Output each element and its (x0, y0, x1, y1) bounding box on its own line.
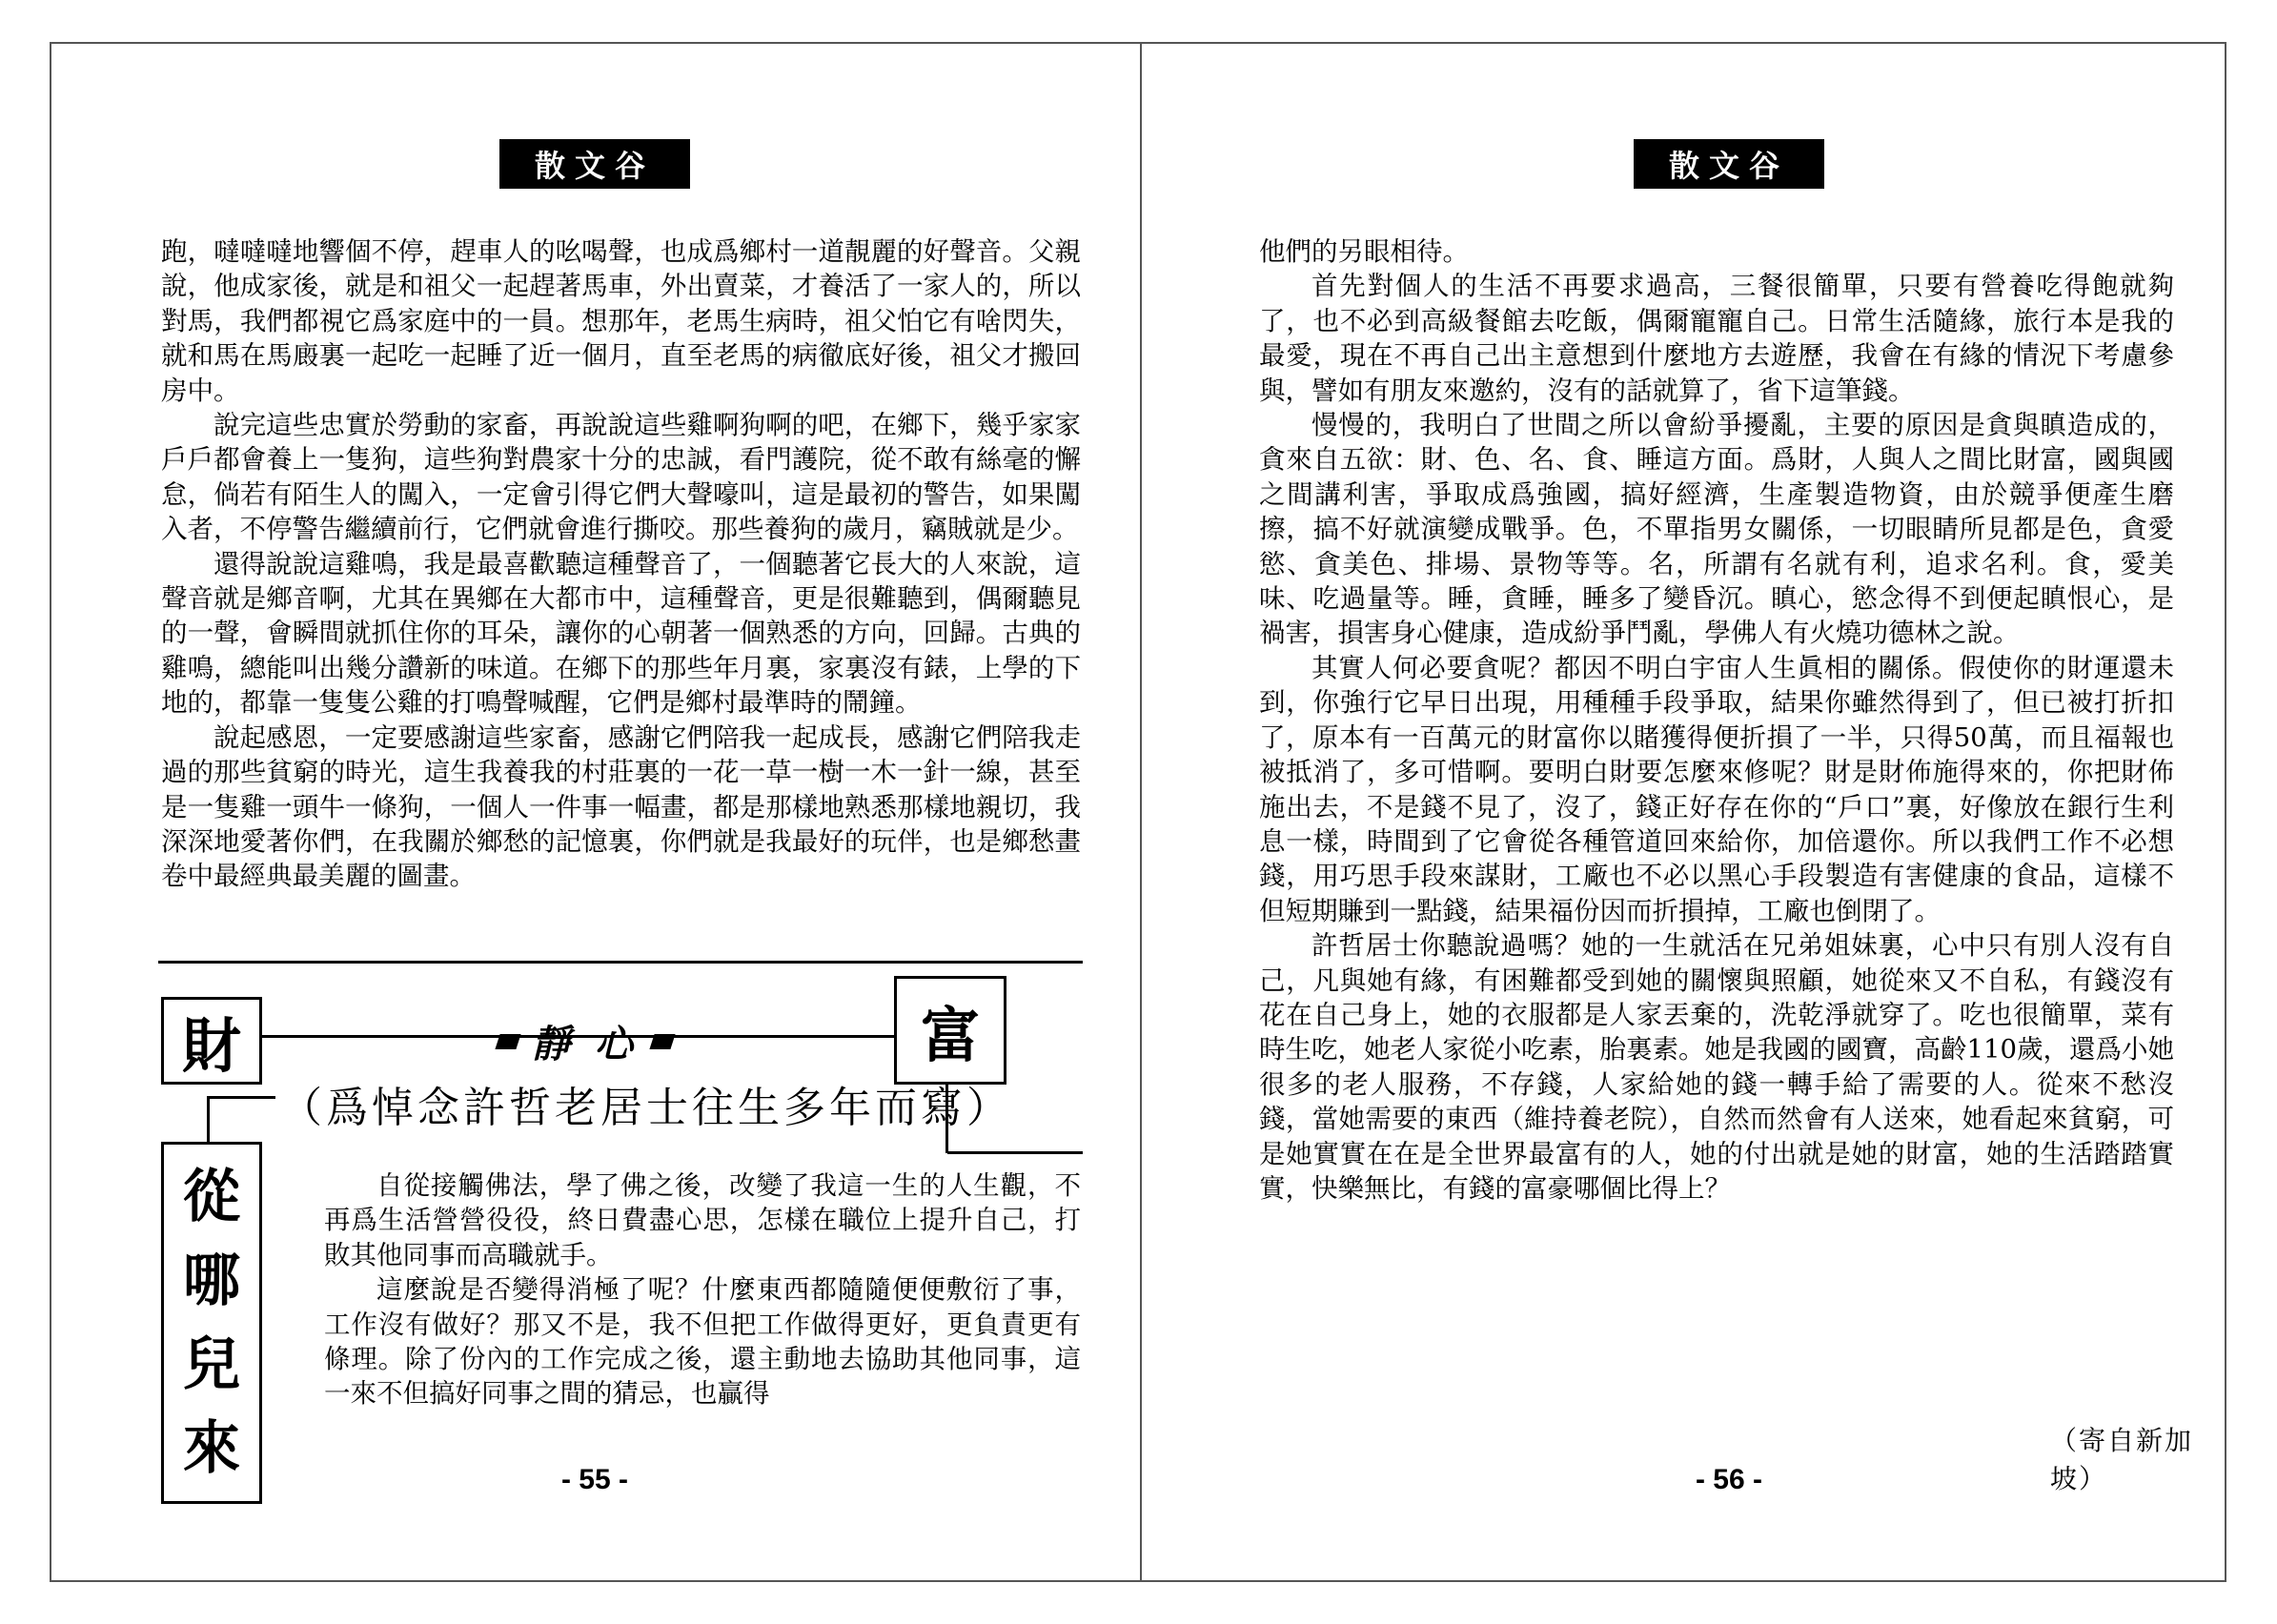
page-number: - 56 - (1695, 1464, 1763, 1495)
title-badge-cai: 財 (161, 997, 262, 1085)
article-body (324, 1168, 1081, 1411)
right-page (1140, 44, 2228, 1580)
title-badge-vertical (161, 1142, 262, 1504)
vertical-title-char: 從 (183, 1164, 240, 1230)
article-continuation (1259, 234, 2174, 1206)
paragraph: 說完這些忠實於勞動的家畜，再說說這些雞啊狗啊的吧，在鄉下，幾乎家家戶戶都會養上一隻狗，這些狗對農家十分的忠誠，看門護院，從不敢有絲毫的懈怠，倘若有陌生人的闖入，一定會引得它們大聲嚎叫，這是最初的警告，如果闖入者，不停警告繼續前行，它們就會進行撕咬。那些養狗的歲月，竊賊就是少。 (161, 410, 1081, 545)
paragraph: 還得說說這雞鳴，我是最喜歡聽這種聲音了，一個聽著它長大的人來說，這聲音就是鄉音啊，尤其在異鄉在大都市中，這種聲音，更是很難聽到，偶爾聽見的一聲，會瞬間就抓住你的耳朵，讓你的心朝著一個熟悉的方向，回歸。古典的雞鳴，總能叫出幾分讚新的味道。在鄉下的那些年月裏，家裏沒有錶，上學的下地的，都靠一隻隻公雞的打鳴聲喊醒，它們是鄉村最準時的鬧鐘。 (161, 548, 1081, 719)
section-header: 散文谷 (1634, 139, 1824, 189)
article-subtitle: （爲悼念許哲老居士往生多年而寫） (280, 1084, 1012, 1132)
paragraph: 首先對個人的生活不再要求過高，三餐很簡單，只要有營養吃得飽就夠了，也不必到高級餐館去吃飯，偶爾寵寵自己。日常生活隨緣，旅行本是我的最愛，現在不再自己出主意想到什麼地方去遊歷，我會在有緣的情況下考慮參與，譬如有朋友來邀約，沒有的話就算了，省下這筆錢。 (1259, 271, 2174, 406)
paragraph: 其實人何必要貪呢？都因不明白宇宙人生眞相的關係。假使你的財運還未到，你強行它早日出現，用種種手段爭取，結果你雖然得到了，但已被打折扣了，原本有一百萬元的財富你以賭獲得便折損了一半，只得50萬，而且福報也被抵消了，多可惜啊。要明白財要怎麼來修呢？財是財佈施得來的，你把財佈施出去，不是錢不見了，沒了，錢正好存在你的“戶口”裏，好像放在銀行生利息一樣，時間到了它會從各種管道回來給你，加倍還你。所以我們工作不必想錢，用巧思手段來謀財，工廠也不必以黑心手段製造有害健康的食品，這樣不但短期賺到一點錢，結果福份因而折損掉，工廠也倒閉了。 (1259, 652, 2174, 926)
vertical-title-char: 兒 (183, 1331, 240, 1398)
frame-line-left-h (207, 1096, 275, 1099)
left-page (51, 44, 1140, 1580)
article-title (498, 1014, 673, 1068)
book-spread (50, 42, 2226, 1582)
article-title-text: 靜 心 (532, 1022, 639, 1066)
paragraph: 這麼說是否變得消極了呢？什麼東西都隨隨便便敷衍了事，工作沒有做好？那又不是，我不但把工作做得更好，更負責更有條理。除了份內的工作完成之後，還主動地去協助其他同事，這一來不但搞好同事之間的猜忌，也贏得 (324, 1274, 1081, 1410)
article-source: （寄自新加坡） (2050, 1425, 2194, 1494)
square-ornament-icon (495, 1034, 520, 1049)
section-divider (158, 961, 1083, 964)
frame-line-left (207, 1096, 210, 1142)
paragraph: 許哲居士你聽說過嗎？她的一生就活在兄弟姐妹裏，心中只有別人沒有自己，凡與她有緣，有困難都受到她的關懷與照顧，她從來又不自私，有錢沒有花在自己身上，她的衣服都是人家丟棄的，洗乾淨就穿了。吃也很簡單，菜有時生吃，她老人家從小吃素，胎裏素。她是我國的國寶，高齡110歲，還爲小她很多的老人服務，不存錢，人家給她的錢一轉手給了需要的人。從來不愁沒錢，當她需要的東西（維持養老院），自然而然會有人送來，她看起來貧窮，可是她實實在在是全世界最富有的人，她的付出就是她的財富，她的生活踏踏實實，快樂無比，有錢的富豪哪個比得上？ (1259, 930, 2174, 1204)
paragraph: 跑，噠噠噠地響個不停，趕車人的吆喝聲，也成爲鄉村一道靚麗的好聲音。父親說，他成家後，就是和祖父一起趕著馬車，外出賣菜，才養活了一家人的，所以對馬，我們都視它爲家庭中的一員。想那年，老馬生病時，祖父怕它有啥閃失，就和馬在馬廄裏一起吃一起睡了近一個月，直至老馬的病徹底好後，祖父才搬回房中。 (161, 236, 1081, 406)
title-badge-fu: 富 (894, 976, 1006, 1085)
section-header: 散文谷 (499, 139, 690, 189)
frame-line-bottom (947, 1151, 1083, 1154)
square-ornament-icon (649, 1034, 675, 1049)
page-number: - 55 - (560, 1464, 629, 1495)
paragraph: 慢慢的，我明白了世間之所以會紛爭擾亂，主要的原因是貪與瞋造成的，貪來自五欲：財、色、名、食、睡這方面。爲財，人與人之間比財富，國與國之間講利害，爭取成爲強國，搞好經濟，生產製造物資，由於競爭便產生磨擦，搞不好就演變成戰爭。色，不單指男女關係，一切眼睛所見都是色，貪愛慾、貪美色、排場、景物等等。名，所謂有名就有利，追求名利。食，愛美味、吃過量等。睡，貪睡，睡多了變昏沉。瞋心，慾念得不到便起瞋恨心，是禍害，損害身心健康，造成紛爭鬥亂，學佛人有火燒功德林之說。 (1259, 410, 2174, 649)
vertical-title-char: 來 (183, 1415, 240, 1482)
paragraph: 自從接觸佛法，學了佛之後，改變了我這一生的人生觀，不再爲生活營營役役，終日費盡心思，怎樣在職位上提升自己，打敗其他同事而高職就手。 (324, 1170, 1081, 1270)
essay-continuation (161, 234, 1081, 894)
paragraph: 說起感恩，一定要感謝這些家畜，感謝它們陪我一起成長，感謝它們陪我走過的那些貧窮的時光，這生我養我的村莊裏的一花一草一樹一木一針一線，甚至是一隻雞一頭牛一條狗，一個人一件事一幅畫，都是那樣地熟悉那樣地親切，我深深地愛著你們，在我關於鄉愁的記憶裏，你們就是我最好的玩伴，也是鄉愁畫卷中最經典最美麗的圖畫。 (161, 721, 1081, 892)
paragraph: 他們的另眼相待。 (1259, 236, 1469, 267)
vertical-title-char: 哪 (183, 1248, 240, 1314)
